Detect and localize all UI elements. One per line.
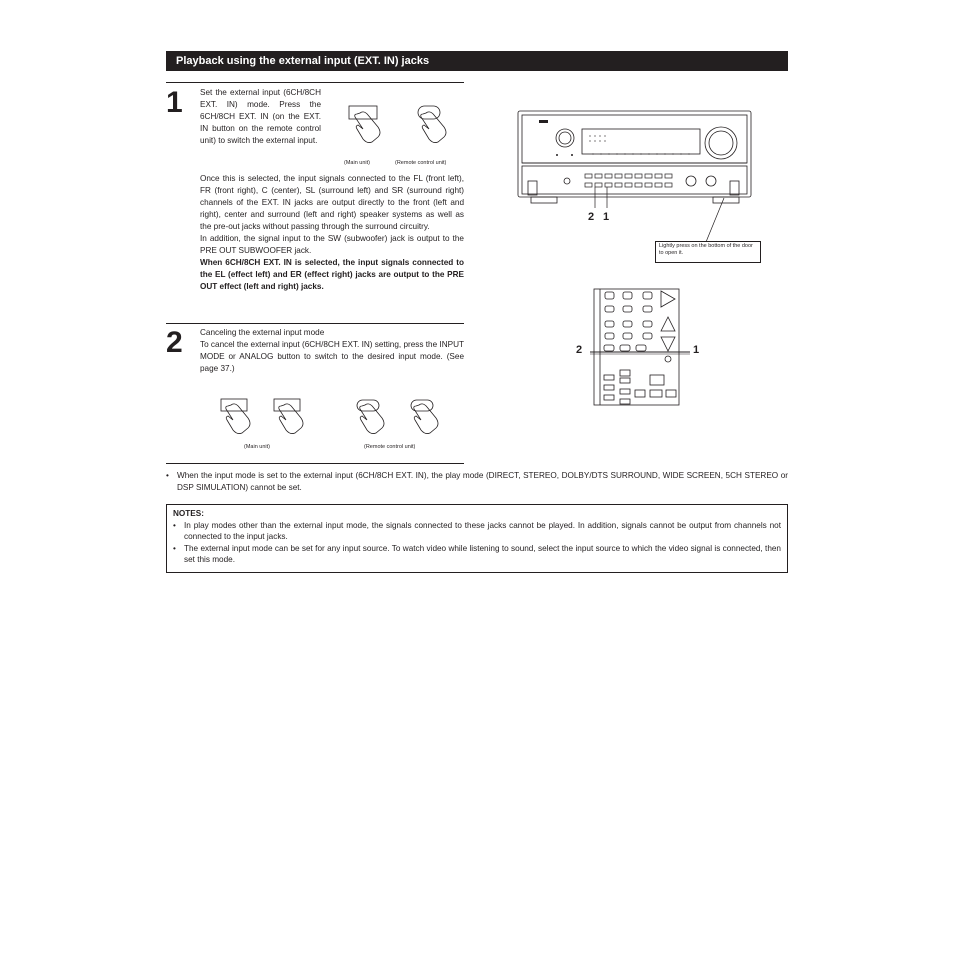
main-unit-button-icon (349, 106, 377, 119)
receiver-callout-2: 2 (588, 211, 595, 223)
hand-press-icon (226, 404, 250, 434)
bullet-marker: • (173, 543, 176, 553)
step2-heading: Canceling the external input mode (200, 328, 325, 337)
receiver-callout-1: 1 (603, 211, 610, 223)
section-title: Playback using the external input (EXT. IN) jacks (166, 51, 788, 71)
hand-press-icon (279, 404, 303, 434)
bullet-marker: • (173, 520, 176, 530)
door-note-box (655, 241, 761, 263)
hand-press-icon (421, 112, 446, 143)
step1-hand-icons (346, 103, 464, 143)
bullet-note (166, 470, 788, 494)
notes-item-text: In play modes other than the external input mode, the signals connected to these jacks cannot be played. In addition, signals cannot be output from channels not connected to the input jacks. (184, 520, 781, 541)
hand-press-icon (414, 404, 438, 434)
step1-number: 1 (166, 86, 182, 119)
notes-item-text: The external input mode can be set for any input source. To watch video while listening to sound, select the input source to which the video signal is connected, then set this mode. (184, 543, 781, 564)
door-leader-line (650, 196, 730, 242)
step2-bottom-rule (166, 463, 464, 464)
analog-button-icon (274, 399, 300, 411)
remote-control-illustration (590, 287, 690, 407)
receiver-front-panel-illustration (515, 108, 755, 208)
bullet-note-text: When the input mode is set to the external input (6CH/8CH EXT. IN), the play mode (DIRECT, STEREO, DOLBY/DTS SURROUND, WIDE SCREEN, 5CH STEREO or DSP SIMULATION) cannot be set. (177, 471, 788, 492)
door-note-text: Lightly press on the bottom of the door to open it. (659, 243, 753, 256)
step2-caption-main: (Main unit) (244, 444, 270, 450)
step2-number: 2 (166, 326, 182, 359)
remote-callout-2: 2 (576, 344, 583, 356)
remote-callout-1: 1 (693, 344, 700, 356)
step2-hand-icons (219, 396, 459, 438)
step1-caption-remote: (Remote control unit) (395, 160, 447, 166)
step2-instruction: To cancel the external input (6CH/8CH EXT. IN) setting, press the INPUT MODE or ANALOG button to switch to the desired input mode. (See page 37.) (200, 340, 464, 373)
step1-para2: In addition, the signal input to the SW (subwoofer) jack is output to the PRE OUT SUBWOOFER jack. (200, 234, 464, 255)
notes-item (173, 520, 781, 543)
hand-press-icon (355, 112, 380, 143)
step1-caption-main: (Main unit) (344, 160, 370, 166)
step1-instruction: Set the external input (6CH/8CH EXT. IN) mode. Press the 6CH/8CH EXT. IN (on the EXT. IN button on the remote control unit) to switch the external input. (200, 88, 321, 145)
hand-press-icon (360, 404, 384, 434)
notes-box (166, 504, 788, 573)
display-dots (589, 135, 689, 154)
step1-body (200, 173, 464, 293)
input-mode-button-icon (221, 399, 247, 411)
step1-top-rule (166, 82, 464, 83)
bullet-marker: • (166, 471, 169, 480)
notes-heading: NOTES: (173, 509, 204, 518)
step2-body (200, 327, 464, 375)
step1-para3: When 6CH/8CH EXT. IN is selected, the input signals connected to the EL (effect left) and ER (effect right) jacks are output to the PRE OUT effect (left and right) jacks. (200, 258, 464, 291)
step1-para1: Once this is selected, the input signals connected to the FL (front left), FR (front right), C (center), SL (surround left) and SR (surround right) channels of the EXT. IN jacks are output directly to the front (left and right), center and surround (left and right) speaker systems as well as the pre-out jacks without passing through the surround circuitry. (200, 174, 464, 231)
notes-item (173, 543, 781, 566)
step2-top-rule (166, 323, 464, 324)
step2-caption-remote: (Remote control unit) (364, 444, 416, 450)
